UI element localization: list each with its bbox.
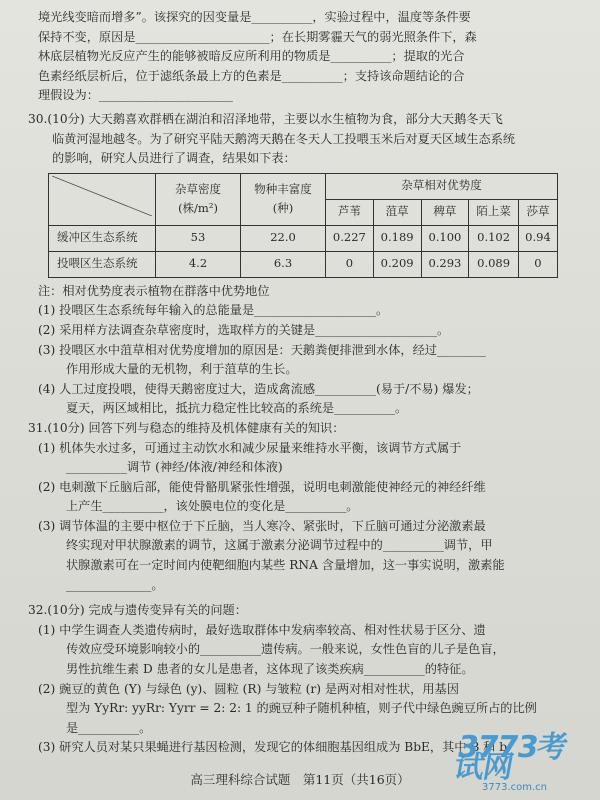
cell: 0 <box>518 251 557 277</box>
header-richness: 物种丰富度 (种) <box>241 173 326 225</box>
question-text: (10分) 大天鹅喜欢群栖在湖泊和沼泽地带，主要以水生植物为食，部分大天鹅冬天飞 <box>47 111 503 126</box>
page-footer: 高三理科综合试题 第11页（共16页） <box>190 772 410 788</box>
table-row <box>49 225 558 251</box>
species-header: 莎草 <box>518 199 557 225</box>
text-line: 色素经纸层析后，位于滤纸条最上方的色素是__________；支持该命题结论的合 <box>38 68 465 83</box>
watermark-text: 3773考试网 <box>451 730 570 785</box>
species-header: 稗草 <box>421 199 469 225</box>
table-corner <box>49 173 156 225</box>
row-label: 投喂区生态系统 <box>49 251 156 277</box>
sub-question-cont: 作用形成大量的无机物，利于菹草的生长。 <box>66 362 298 377</box>
sub-question-cont: 男性抗维生素 D 患者的女儿是患者，这体现了该类疾病__________的特征。 <box>66 662 474 677</box>
sub-question: (3) 投喂区水中菹草相对优势度增加的原因是：天鹅粪便排泄到水体，经过________ <box>38 342 486 357</box>
species-header: 陌上菜 <box>469 199 519 225</box>
cell: 4.2 <box>156 251 241 277</box>
cell: 53 <box>156 225 241 251</box>
sub-question: (1) 机体失水过多，可通过主动饮水和减少尿量来维持水平衡，该调节方式属于 <box>38 440 462 455</box>
sub-question: (2) 电刺激下丘脑后部，能使骨骼肌紧张性增强，说明电刺激能使神经元的神经纤维 <box>38 479 486 494</box>
cell: 22.0 <box>241 225 326 251</box>
question-30 <box>28 110 570 419</box>
text-line: 理假设为：______________________ <box>38 88 233 103</box>
cell: 0.102 <box>469 225 519 251</box>
sub-question-cont: 是__________。 <box>66 720 152 735</box>
cell: 0.209 <box>373 251 421 277</box>
cell: 0.189 <box>373 225 421 251</box>
sub-question: (2) 采用样方法调查杂草密度时，选取样方的关键是____________________。 <box>38 322 450 337</box>
table-row <box>49 251 558 277</box>
cell: 0.227 <box>326 225 374 251</box>
watermark-logo <box>451 730 592 796</box>
question-text: 临黄河湿地越冬。为了研究平陆天鹅湾天鹅在冬天人工投喂玉米后对夏天区域生态系统 <box>52 131 516 146</box>
sub-question-cont: 型为 YyRr: yyRr: Yyrr = 2: 2: 1 的豌豆种子随机种植，则子代中绿色豌豆所占的比例 <box>66 701 537 716</box>
question-text: (10分) 回答下列与稳态的维持及机体健康有关的知识： <box>47 420 345 435</box>
sub-question-cont: 状腺激素可在一定时间内使靶细胞内某些 RNA 含量增加，这一事实说明，激素能 <box>66 558 505 573</box>
cell: 0.94 <box>518 225 557 251</box>
sub-question: (3) 调节体温的主要中枢位于下丘脑，当人寒冷、紧张时，下丘脑可通过分泌激素最 <box>38 518 486 533</box>
sub-question-cont: 上产生__________，该处膜电位的变化是__________。 <box>66 499 359 514</box>
text-line: 林底层植物光反应产生的能够被暗反应所利用的物质是__________；提取的光合 <box>38 49 465 64</box>
sub-question: (4) 人工过度投喂，使得天鹅密度过大，造成禽流感__________(易于/不易) 爆发； <box>38 381 479 396</box>
survey-table <box>48 173 558 278</box>
question-text: 的影响，研究人员进行了调查，结果如下表： <box>52 151 296 166</box>
species-header: 菹草 <box>373 199 421 225</box>
sub-question-cont: 夏天，两区域相比，抵抗力稳定性比较高的系统是__________。 <box>66 401 408 416</box>
text-line: 保持不变，原因是______________________；在长期雾霾天气的弱光照条件下，森 <box>38 29 477 44</box>
species-header: 芦苇 <box>326 199 374 225</box>
sub-question: (3) 研究人员对某只果蝇进行基因检测，发现它的体细胞基因组成为 BbE，其中 B 和 b <box>38 740 508 755</box>
sub-question: (1) 中学生调查人类遗传病时，最好选取群体中发病率较高、相对性状易于区分、遗 <box>38 622 486 637</box>
header-advantage: 杂草相对优势度 <box>326 173 558 199</box>
table-note: 注：相对优势度表示植物在群落中优势地位 <box>38 283 270 298</box>
question-text: (10分) 完成与遗传变异有关的问题： <box>47 603 247 618</box>
intro-block <box>38 8 570 106</box>
cell: 6.3 <box>241 251 326 277</box>
sub-question: (2) 豌豆的黄色 (Y) 与绿色 (y)、圆粒 (R) 与皱粒 (r) 是两对相对性状，用基因 <box>38 681 459 696</box>
sub-question-cont: 传效应受环境影响较小的__________遗传病。一般来说，女性色盲的儿子是色盲， <box>66 642 505 657</box>
sub-question: (1) 投喂区生态系统每年输入的总能量是____________________。 <box>38 303 389 318</box>
cell: 0.089 <box>469 251 519 277</box>
question-31 <box>28 419 570 595</box>
sub-question-cont: __________调节 (神经/体液/神经和体液) <box>66 460 283 475</box>
question-number: 30. <box>28 111 48 126</box>
row-label: 缓冲区生态系统 <box>49 225 156 251</box>
cell: 0.100 <box>421 225 469 251</box>
watermark-url: 3773.com.cn <box>482 782 547 793</box>
cell: 0 <box>326 251 374 277</box>
sub-question-cont: ______________。 <box>66 577 164 592</box>
question-number: 31. <box>28 420 48 435</box>
text-line: 境光线变暗而增多”。该探究的因变量是__________，实验过程中，温度等条件要 <box>38 10 471 24</box>
sub-question-cont: 终实现对甲状腺激素的调节，这属于激素分泌调节过程中的__________调节，甲 <box>66 538 493 553</box>
diagonal-line <box>52 176 152 216</box>
question-number: 32. <box>28 603 48 618</box>
cell: 0.293 <box>421 251 469 277</box>
header-density: 杂草密度 (株/m²) <box>156 173 241 225</box>
